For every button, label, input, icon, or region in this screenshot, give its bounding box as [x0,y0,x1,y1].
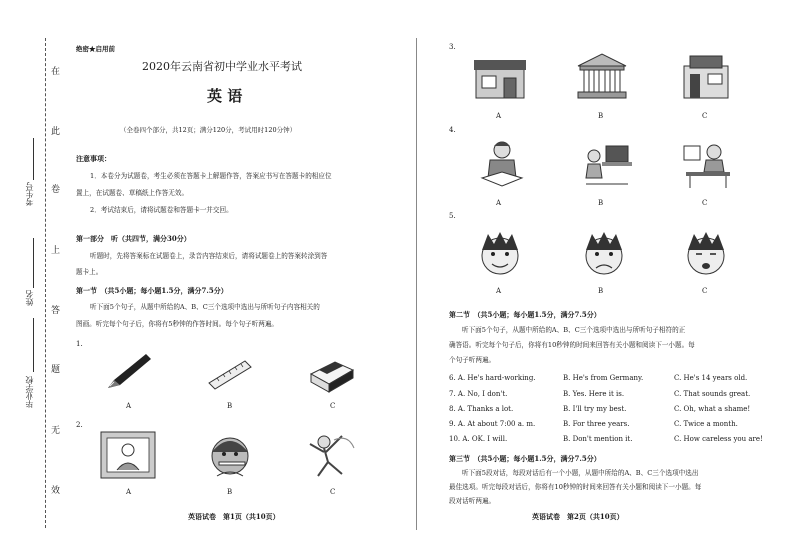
section1-desc-cont: 图画。听完每个句子后，你将有5秒钟的作答时间。每个句子听两遍。 [76,320,279,328]
option-label: B [598,199,604,207]
margin-char: 效 [51,486,61,496]
question-5-number: 5. [449,212,456,220]
section3-desc-cont: 最佳选项。听完每段对话后，你将有10秒钟的时间来回答有关小题和阅读下一小题。每 [449,483,702,491]
museum-building-icon [574,52,630,100]
section1-heading: 第一节 （共5小题；每小题1.5分，满分7.5分） [76,286,228,295]
boy-face-sad-icon [680,228,732,278]
margin-char: 答 [51,306,61,316]
item-9-option-c: C. Twice a month. [674,420,738,428]
option-label: A [496,287,502,295]
school-line [33,318,34,372]
section3-desc: 听下面5段对话，每段对话后有一个小题，从题中所给的A、B、C三个选项中选出 [462,469,699,477]
section2-heading: 第二节 （共5小题；每小题1.5分，满分7.5分） [449,310,601,319]
option-label: C [702,287,708,295]
name-label: 姓名 [25,290,34,306]
question-2-number: 2. [76,421,83,429]
part1-desc-cont: 题卡上。 [76,268,103,276]
notice-heading: 注意事项： [76,154,111,163]
exam-subtitle: （全卷四个部分，共12页；满分120分，考试用时120分钟） [120,126,297,134]
margin-char: 题 [51,365,61,375]
candidate-number-label: 考生号 [25,182,34,206]
candidate-number-line [33,138,34,180]
item-9-option-a: 9. A. At about 7:00 a. m. [449,420,536,428]
margin-char: 卷 [51,185,61,195]
section2-desc-cont: 个句子听两遍。 [449,356,496,364]
margin-char: 无 [51,426,61,436]
option-label: C [702,199,708,207]
option-label: A [496,112,502,120]
secret-mark: 绝密★启用前 [76,45,115,53]
item-8-option-a: 8. A. Thanks a lot. [449,405,514,413]
fountain-pen-icon [104,350,154,392]
option-label: A [496,199,502,207]
cinema-building-icon [676,52,736,100]
name-line [33,238,34,288]
section2-desc-cont: 确答语。听完每个句子后，你将有10秒钟的时间来回答有关小题和阅读下一小题。每 [449,341,695,349]
cut-line [45,38,46,528]
boy-face-happy-icon [474,228,526,278]
item-10-option-a: 10. A. OK. I will. [449,435,508,443]
subject-title: 英 语 [207,87,243,105]
boy-writing-at-desk-icon [678,140,736,190]
option-label: B [598,112,604,120]
section1-desc: 听下面5个句子，从题中所给的A、B、C三个选项中选出与所听句子内容相关的 [90,303,320,311]
section2-desc: 听下面5个句子，从题中所给的A、B、C三个选项中选出与所听句子相符的正 [462,326,686,334]
question-1-number: 1. [76,340,83,348]
question-4-number: 4. [449,126,456,134]
option-label: C [702,112,708,120]
part1-heading: 第一部分 听（共四节，满分30分） [76,234,191,243]
page-divider [416,38,417,530]
item-9-option-b: B. For three years. [563,420,630,428]
item-8-option-b: B. I'll try my best. [563,405,627,413]
school-label: 毕业学校 [25,376,34,408]
notice-2: 2．考试结束后，请将试题卷和答题卡一并交回。 [90,206,233,214]
page-1-footer: 英语试卷 第1页（共10页） [188,512,280,521]
item-7-option-a: 7. A. No, I don't. [449,390,508,398]
item-6-option-a: 6. A. He's hard-working. [449,374,536,382]
framed-photo-icon [99,430,157,480]
boy-reading-icon [472,138,532,190]
item-6-option-b: B. He's from Germany. [563,374,644,382]
bookstore-building-icon [470,52,530,100]
boy-face-worried-icon [578,228,630,278]
section3-heading: 第三节 （共5小题；每小题1.5分，满分7.5分） [449,454,601,463]
item-7-option-c: C. That sounds great. [674,390,751,398]
item-10-option-c: C. How careless you are! [674,435,763,443]
option-label: A [126,402,132,410]
margin-char: 此 [51,127,61,137]
ruler-icon [205,355,255,391]
margin-char: 在 [51,67,61,77]
notice-1-cont: 置上，在试题卷、草稿纸上作答无效。 [76,189,189,197]
item-6-option-c: C. He's 14 years old. [674,374,748,382]
part1-desc: 听题时，先将答案标在试题卷上，录音内容结束后，请将试题卷上的答案转涂到答 [90,252,328,260]
person-stretching-icon [304,430,360,480]
option-label: C [330,488,336,496]
boy-playing-computer-icon [576,140,634,190]
option-label: A [126,488,132,496]
boy-brushing-teeth-icon [201,430,259,480]
page-2-footer: 英语试卷 第2页（共10页） [532,512,624,521]
option-label: C [330,402,336,410]
margin-char: 上 [51,246,61,256]
exam-title: 2020年云南省初中学业水平考试 [142,60,302,73]
notice-1: 1．本卷分为试题卷，考生必须在答题卡上解题作答，答案应书写在答题卡的相应位 [90,172,332,180]
item-10-option-b: B. Don't mention it. [563,435,633,443]
item-7-option-b: B. Yes. Here it is. [563,390,625,398]
option-label: B [227,402,233,410]
question-3-number: 3. [449,43,456,51]
item-8-option-c: C. Oh, what a shame! [674,405,751,413]
eraser-icon [305,356,357,394]
option-label: B [598,287,604,295]
section3-desc-cont: 段对话听两遍。 [449,497,496,505]
option-label: B [227,488,233,496]
